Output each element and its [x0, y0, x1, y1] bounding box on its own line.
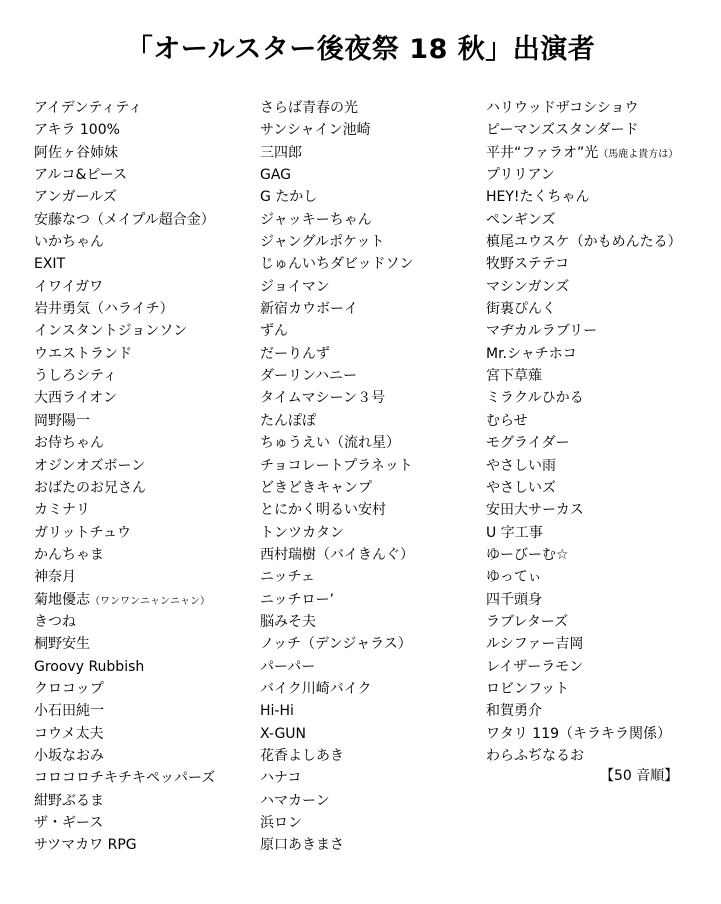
list-item: アルコ&ピース: [34, 167, 128, 184]
list-item: Mr.シャチホコ: [486, 345, 577, 362]
list-item: ペンギンズ: [486, 211, 556, 228]
list-item: 牧野ステテコ: [486, 256, 570, 273]
list-item: HEY!たくちゃん: [486, 189, 590, 206]
list-item: チョコレートプラネット: [260, 457, 413, 474]
list-item: きつね: [34, 613, 76, 630]
list-item: ザ・ギース: [34, 815, 104, 831]
list-item: 阿佐ヶ谷姉妹: [34, 144, 118, 161]
list-item: ルシファー吉岡: [486, 636, 584, 653]
list-item: ピーマンズスタンダード: [486, 122, 639, 139]
list-item: トンツカタン: [260, 524, 344, 541]
list-item: バイク川崎バイク: [260, 680, 372, 697]
list-item: ジャッキーちゃん: [260, 211, 372, 228]
list-item: モグライダー: [486, 435, 570, 452]
list-item: イワイガワ: [34, 278, 104, 295]
performer-group-note: （ワンワンニャンニャン）: [90, 595, 210, 607]
list-item: オジンオズボーン: [34, 457, 146, 474]
list-item: EXIT: [34, 256, 66, 273]
list-item: マヂカルラブリー: [486, 323, 598, 340]
list-item: 岡野陽一: [34, 412, 90, 429]
list-item: お侍ちゃん: [34, 435, 104, 452]
list-item: ニッチロー’: [260, 591, 334, 608]
list-item: どきどきキャンプ: [260, 479, 372, 496]
list-item: おばたのお兄さん: [34, 479, 146, 496]
list-item: タイムマシーン３号: [260, 390, 386, 407]
list-item: 浜ロン: [260, 815, 302, 831]
list-item: ハマカーン: [260, 792, 330, 809]
list-item: ノッチ（デンジャラス）: [260, 636, 412, 653]
list-item: ゆってぃ: [486, 569, 542, 586]
list-item: いかちゃん: [34, 234, 104, 251]
list-item: じゅんいちダビッドソン: [260, 256, 414, 273]
list-item: ガリットチュウ: [34, 524, 132, 541]
list-item: アイデンティティ: [34, 100, 143, 116]
list-item: 和賀勇介: [486, 703, 542, 720]
list-item: さらば青春の光: [260, 100, 358, 116]
list-item: ジャングルポケット: [260, 234, 385, 251]
list-item: 花香よしあき: [260, 747, 344, 764]
list-item: ロビンフット: [486, 680, 570, 697]
list-item: X-GUN: [260, 725, 307, 742]
performer-column-2: [260, 97, 414, 857]
list-item: 神奈月: [34, 569, 76, 586]
performer-group-note: （馬鹿よ貴方は）: [598, 148, 679, 160]
list-item: 大西ライオン: [34, 390, 118, 407]
performer-column-1: [34, 97, 215, 857]
list-item: 三四郎: [260, 144, 302, 161]
list-item: わらふぢなるお: [486, 747, 584, 764]
list-item: コウメ太夫: [34, 725, 104, 742]
list-item: 四千頭身: [486, 591, 542, 608]
list-item: マシンガンズ: [486, 278, 570, 295]
list-item: コロコロチキチキペッパーズ: [34, 770, 216, 787]
list-item: アキラ 100%: [34, 122, 120, 139]
list-item: インスタントジョンソン: [34, 323, 188, 340]
list-item: クロコップ: [34, 680, 104, 697]
list-item: 小坂なおみ: [34, 747, 104, 764]
list-item: [486, 142, 682, 164]
list-item: ラブレターズ: [486, 613, 569, 630]
performer-name: 菊地優志: [34, 591, 90, 608]
list-item: 安田大サーカス: [486, 502, 584, 519]
list-item: むらせ: [486, 412, 528, 429]
list-item: 小石田純一: [34, 703, 104, 720]
list-item: ずん: [260, 323, 288, 340]
list-item: 岩井勇気（ハライチ）: [34, 301, 174, 318]
performer-name: 平井“ファラオ”光: [486, 144, 599, 161]
list-item: 街裏ぴんく: [486, 301, 556, 318]
list-item: 安藤なつ（メイプル超合金）: [34, 211, 215, 228]
list-item: やさしい雨: [486, 457, 556, 474]
performer-column-3: [486, 97, 682, 767]
list-item: 槙尾ユウスケ（かもめんたる）: [486, 234, 682, 251]
list-item: 脳みそ夫: [260, 613, 316, 630]
list-item: G たかし: [260, 189, 318, 206]
list-item: ジョイマン: [260, 278, 330, 295]
list-item: プリリアン: [486, 167, 555, 184]
list-item: サツマカワ RPG: [34, 837, 137, 854]
list-item: かんちゃま: [34, 546, 104, 563]
list-item: ダーリンハニー: [260, 368, 358, 385]
list-item: パーパー: [260, 658, 316, 675]
list-item: だーりんず: [260, 345, 330, 362]
list-item: 紺野ぶるま: [34, 792, 104, 809]
list-item: ウエストランド: [34, 345, 132, 362]
list-item: ハナコ: [260, 770, 302, 787]
list-item: ゆーびーむ☆: [486, 546, 569, 563]
list-item: 西村瑞樹（バイきんぐ）: [260, 546, 414, 563]
list-item: 原口あきまさ: [260, 837, 344, 854]
list-item: U 字工事: [486, 524, 543, 541]
list-item: 宮下草薙: [486, 368, 542, 385]
list-item: ちゅうえい（流れ星）: [260, 435, 400, 452]
list-item: たんぽぽ: [260, 412, 316, 429]
list-item: GAG: [260, 167, 292, 184]
list-item: 桐野安生: [34, 636, 90, 653]
list-item: ハリウッドザコシショウ: [486, 100, 639, 116]
list-item: サンシャイン池崎: [260, 122, 371, 139]
list-item: レイザーラモン: [486, 658, 584, 675]
list-item: [34, 589, 215, 611]
list-item: 新宿カウボーイ: [260, 301, 358, 318]
list-item: ワタリ 119（キラキラ関係）: [486, 725, 672, 742]
list-item: アンガールズ: [34, 189, 117, 206]
page-title: 「オールスター後夜祭 18 秋」出演者: [125, 34, 596, 65]
list-item: Groovy Rubbish: [34, 658, 145, 675]
list-item: Hi-Hi: [260, 703, 294, 720]
list-item: うしろシティ: [34, 368, 117, 385]
list-item: とにかく明るい安村: [260, 502, 386, 519]
sort-order-note: 【50 音順】: [600, 768, 679, 784]
list-item: ミラクルひかる: [486, 390, 584, 407]
list-item: カミナリ: [34, 502, 90, 519]
list-item: ニッチェ: [260, 569, 316, 586]
list-item: やさしいズ: [486, 479, 556, 496]
